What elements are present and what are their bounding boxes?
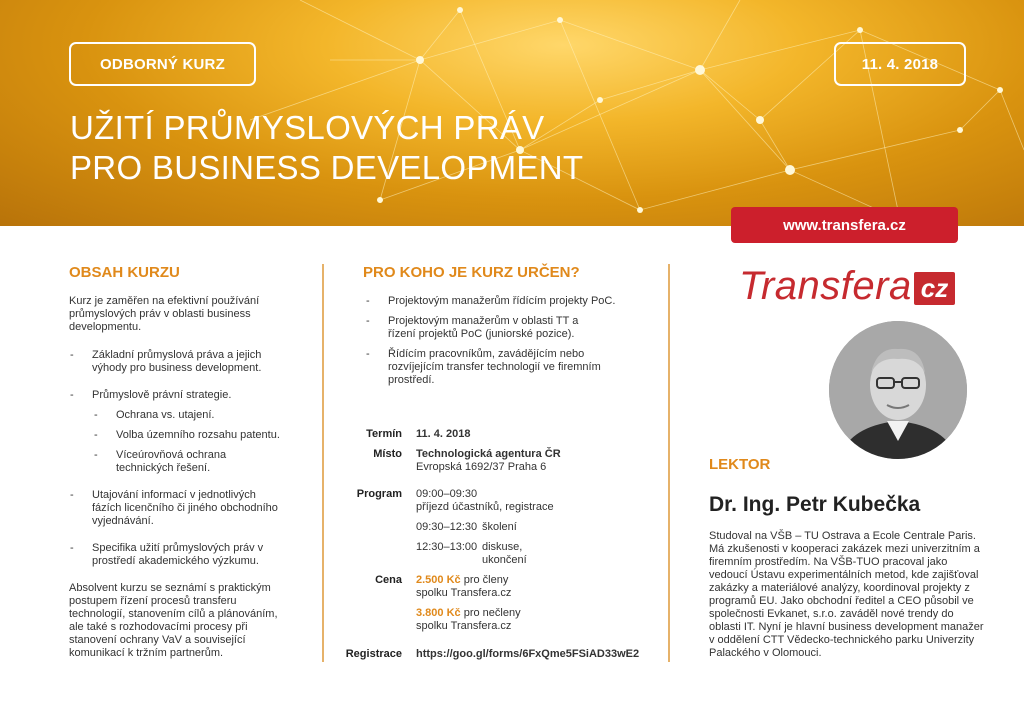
obsah-subitem-3: - Víceúrovňová ochrana technických řešení.	[116, 449, 256, 475]
lektor-bio: Studoval na VŠB – TU Ostrava a Ecole Centrale Paris. Má zkušenosti v kooperaci zakázek mezi univerzitním a firemním prostředím. Na VŠB-TUO pracoval jako vedoucí Ústavu experimentálních metod, kde zajišťoval zakázky a materiálové analýzy, koordinoval projekty z programů EU. Jako obchodní ředitel a CEO působil ve společnosti Evkanet, s.r.o. zaváděl nové trendy do oblasti IT. Nyní je hlavní business development manažer v oddělení CTT Vědecko-technického parku Univerzity Palackého v Olomouci.	[709, 530, 984, 659]
transfera-logo	[739, 264, 949, 309]
course-type-badge: ODBORNÝ KURZ	[69, 42, 256, 86]
lektor-name: Dr. Ing. Petr Kubečka	[709, 493, 921, 516]
hero-banner	[0, 0, 1024, 226]
registrace-label: Registrace	[345, 648, 402, 660]
column-divider-1	[322, 264, 324, 662]
pro-koho-heading: PRO KOHO JE KURZ URČEN?	[363, 264, 580, 281]
program-time-1: 09:00–09:30	[416, 488, 478, 500]
title-line-2: PRO BUSINESS DEVELOPMENT	[70, 149, 584, 186]
course-title	[70, 108, 583, 188]
pro-koho-item-2: - Projektovým manažerům v oblasti TT a řízení projektů PoC (juniorské pozice).	[388, 315, 598, 341]
misto-address: Evropská 1692/37 Praha 6	[416, 461, 547, 473]
logo-wordmark: Transfera	[739, 264, 912, 308]
misto-label: Místo	[373, 448, 402, 460]
cena-2-text: pro nečleny spolku Transfera.cz	[416, 607, 521, 632]
obsah-item-1: - Základní průmyslová práva a jejich výhody pro business development.	[92, 349, 292, 375]
cena-2-price: 3.800 Kč	[416, 607, 461, 619]
portrait-icon	[829, 321, 967, 459]
obsah-heading: OBSAH KURZU	[69, 264, 180, 281]
program-label: Program	[356, 488, 402, 500]
obsah-intro: Kurz je zaměřen na efektivní používání průmyslových práv v oblasti business developmentu.	[69, 295, 260, 333]
cena-1	[416, 574, 536, 600]
misto-org: Technologická agentura ČR	[416, 448, 561, 460]
lektor-heading: LEKTOR	[709, 456, 771, 473]
date-badge: 11. 4. 2018	[834, 42, 966, 86]
program-time-2: 09:30–12:30	[416, 521, 478, 533]
cena-1-price: 2.500 Kč	[416, 574, 461, 586]
cena-1-text: pro členy spolku Transfera.cz	[416, 574, 512, 599]
website-link[interactable]: www.transfera.cz	[731, 207, 958, 243]
pro-koho-item-3: - Řídícím pracovníkům, zavádějícím nebo rozvíjejícím transfer technologií ve firemním prostředí.	[388, 348, 603, 387]
obsah-item-2: - Průmyslově právní strategie.	[92, 389, 292, 402]
obsah-item-4: - Specifika užití průmyslových práv v prostředí akademického výzkumu.	[92, 542, 292, 568]
column-divider-2	[668, 264, 670, 662]
obsah-subitem-2: - Volba územního rozsahu patentu.	[116, 429, 296, 442]
program-text-2: školení	[482, 521, 517, 533]
cena-2	[416, 607, 536, 633]
program-time-3: 12:30–13:00	[416, 541, 478, 553]
obsah-item-3: - Utajování informací v jednotlivých fázích licenčního či jiného obchodního vyjednávání.	[92, 489, 282, 528]
cena-label: Cena	[375, 574, 402, 586]
registrace-link[interactable]: https://goo.gl/forms/6FxQme5FSiAD33wE2	[416, 648, 640, 660]
lecturer-photo	[829, 321, 967, 459]
title-line-1: UŽITÍ PRŮMYSLOVÝCH PRÁV	[70, 109, 545, 146]
termin-value: 11. 4. 2018	[416, 428, 471, 440]
termin-label: Termín	[366, 428, 402, 440]
logo-cz-box: cz	[914, 272, 955, 305]
pro-koho-item-1: - Projektovým manažerům řídícím projekty PoC.	[388, 295, 638, 308]
obsah-subitem-1: - Ochrana vs. utajení.	[116, 409, 296, 422]
program-text-1: příjezd účastníků, registrace	[416, 501, 554, 513]
obsah-outro: Absolvent kurzu se seznámí s praktickým postupem řízení procesů transferu technologií, stanovením cílů a plánováním, ale také s rozhodovacími procesy při stanovení ochrany VaV a související komunikací k tržním partnerům.	[69, 582, 278, 659]
program-text-3: diskuse, ukončení	[482, 541, 527, 566]
